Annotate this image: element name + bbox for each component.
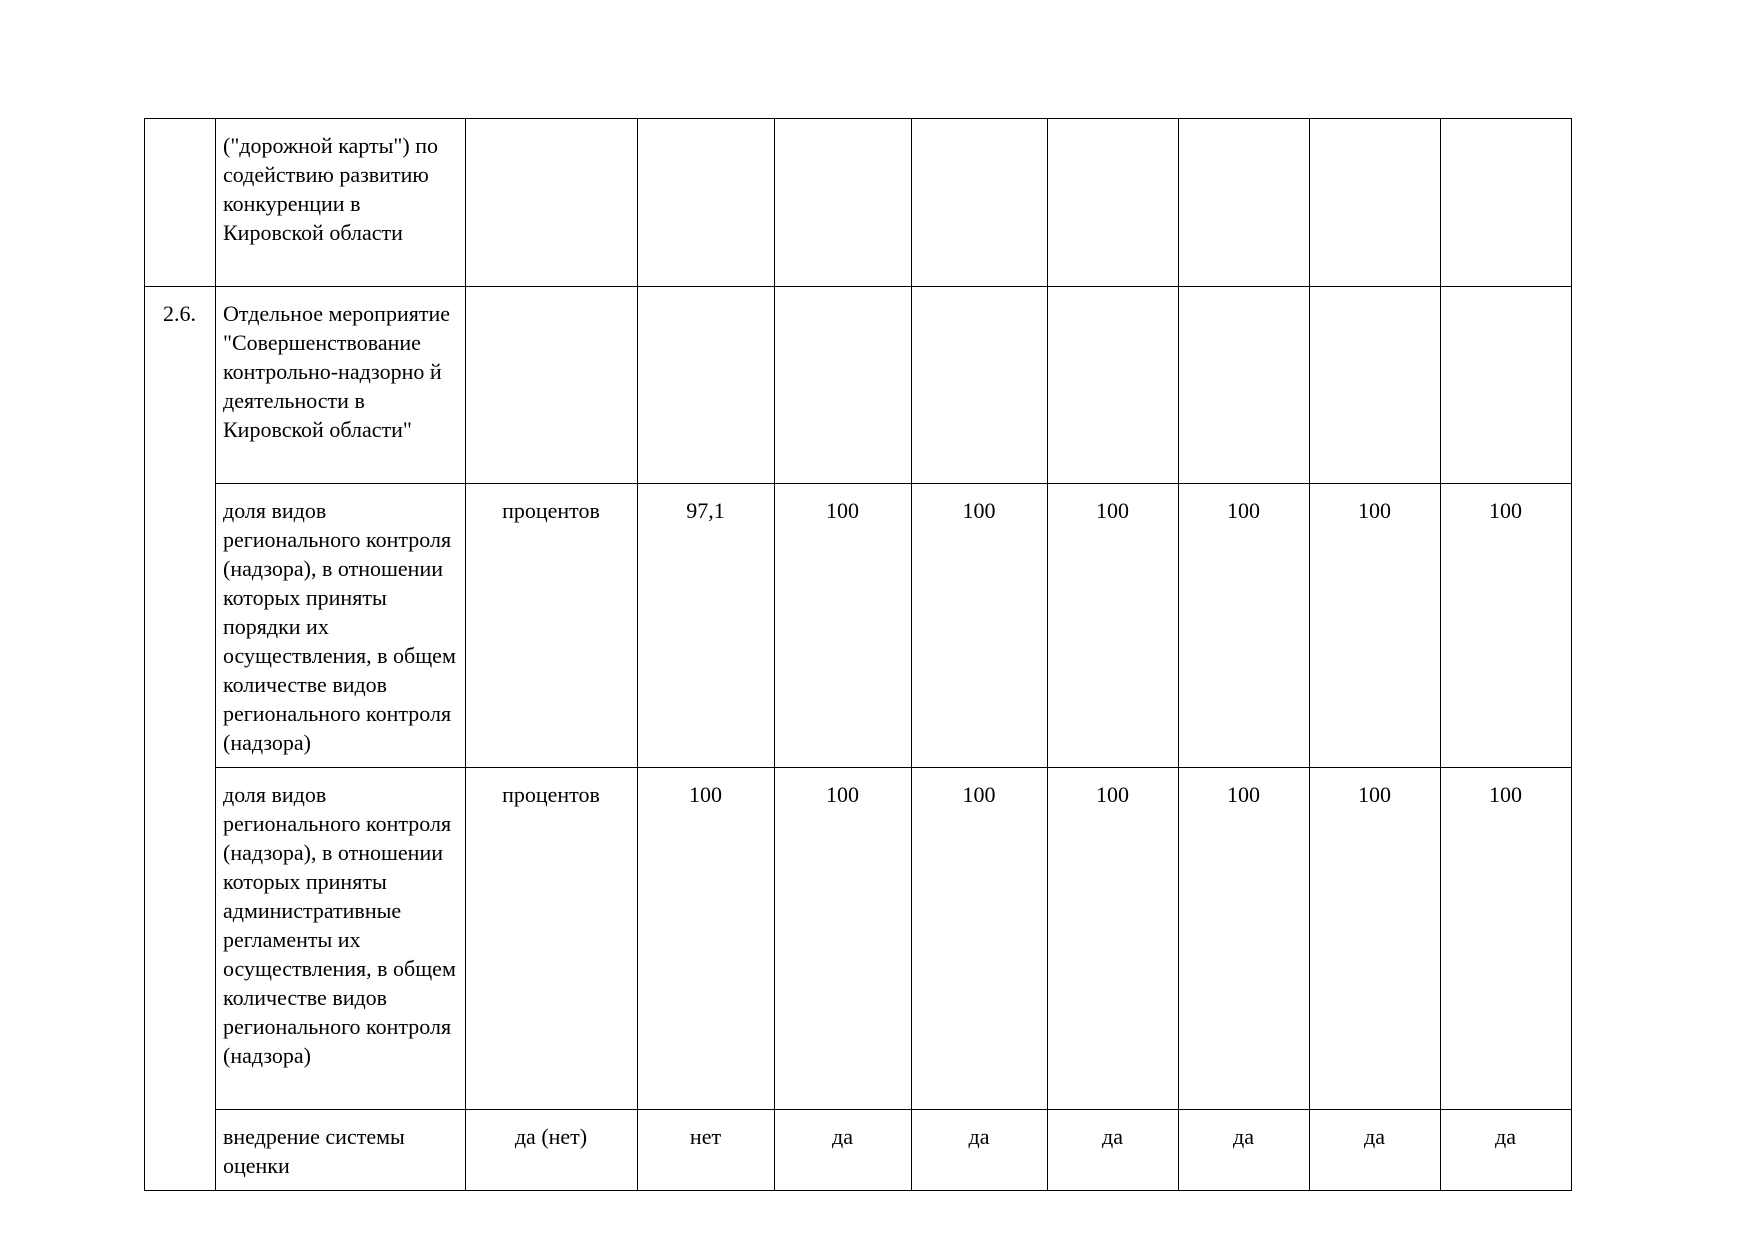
value-cell: 100 — [912, 768, 1048, 1110]
value-cell: да — [1441, 1110, 1572, 1191]
table-row — [145, 1110, 1572, 1191]
value-cell — [638, 287, 775, 484]
table-row — [145, 484, 1572, 768]
value-cell — [1048, 287, 1179, 484]
unit-cell — [466, 287, 638, 484]
value-cell: да — [1310, 1110, 1441, 1191]
indicator-name-cell: ("дорожной карты") по содействию развитию конкуренции в Кировской области — [216, 119, 466, 287]
value-cell: 100 — [1048, 768, 1179, 1110]
value-cell: нет — [638, 1110, 775, 1191]
value-cell: да — [912, 1110, 1048, 1191]
table-row — [145, 768, 1572, 1110]
value-cell: 100 — [1179, 768, 1310, 1110]
value-cell: да — [1048, 1110, 1179, 1191]
value-cell: 100 — [775, 484, 912, 768]
value-cell — [1441, 287, 1572, 484]
value-cell — [1048, 119, 1179, 287]
value-cell — [775, 119, 912, 287]
value-cell — [912, 119, 1048, 287]
value-cell — [912, 287, 1048, 484]
value-cell — [1310, 287, 1441, 484]
indicator-name-cell: доля видов регионального контроля (надзора), в отношении которых приняты административные регламенты их осуществления, в общем количестве видов регионального контроля (надзора) — [216, 768, 466, 1110]
value-cell: да — [775, 1110, 912, 1191]
row-number-cell: 2.6. — [145, 287, 216, 1191]
value-cell — [1310, 119, 1441, 287]
indicator-name-cell: доля видов регионального контроля (надзора), в отношении которых приняты порядки их осуществления, в общем количестве видов регионального контроля (надзора) — [216, 484, 466, 768]
value-cell: 100 — [1310, 484, 1441, 768]
unit-cell: процентов — [466, 484, 638, 768]
value-cell: 100 — [912, 484, 1048, 768]
table-row — [145, 287, 1572, 484]
value-cell: 100 — [1048, 484, 1179, 768]
value-cell: 100 — [1441, 768, 1572, 1110]
value-cell — [775, 287, 912, 484]
row-number-cell — [145, 119, 216, 287]
unit-cell: да (нет) — [466, 1110, 638, 1191]
indicator-name-cell: Отдельное мероприятие "Совершенствование контрольно-надзорно й деятельности в Кировской области" — [216, 287, 466, 484]
value-cell: да — [1179, 1110, 1310, 1191]
value-cell: 100 — [775, 768, 912, 1110]
unit-cell — [466, 119, 638, 287]
value-cell: 100 — [638, 768, 775, 1110]
unit-cell: процентов — [466, 768, 638, 1110]
value-cell — [1179, 287, 1310, 484]
table-row — [145, 119, 1572, 287]
value-cell: 100 — [1179, 484, 1310, 768]
value-cell — [1179, 119, 1310, 287]
value-cell — [638, 119, 775, 287]
indicator-name-cell: внедрение системы оценки — [216, 1110, 466, 1191]
indicators-table — [144, 118, 1572, 1191]
value-cell: 97,1 — [638, 484, 775, 768]
value-cell: 100 — [1310, 768, 1441, 1110]
value-cell: 100 — [1441, 484, 1572, 768]
value-cell — [1441, 119, 1572, 287]
